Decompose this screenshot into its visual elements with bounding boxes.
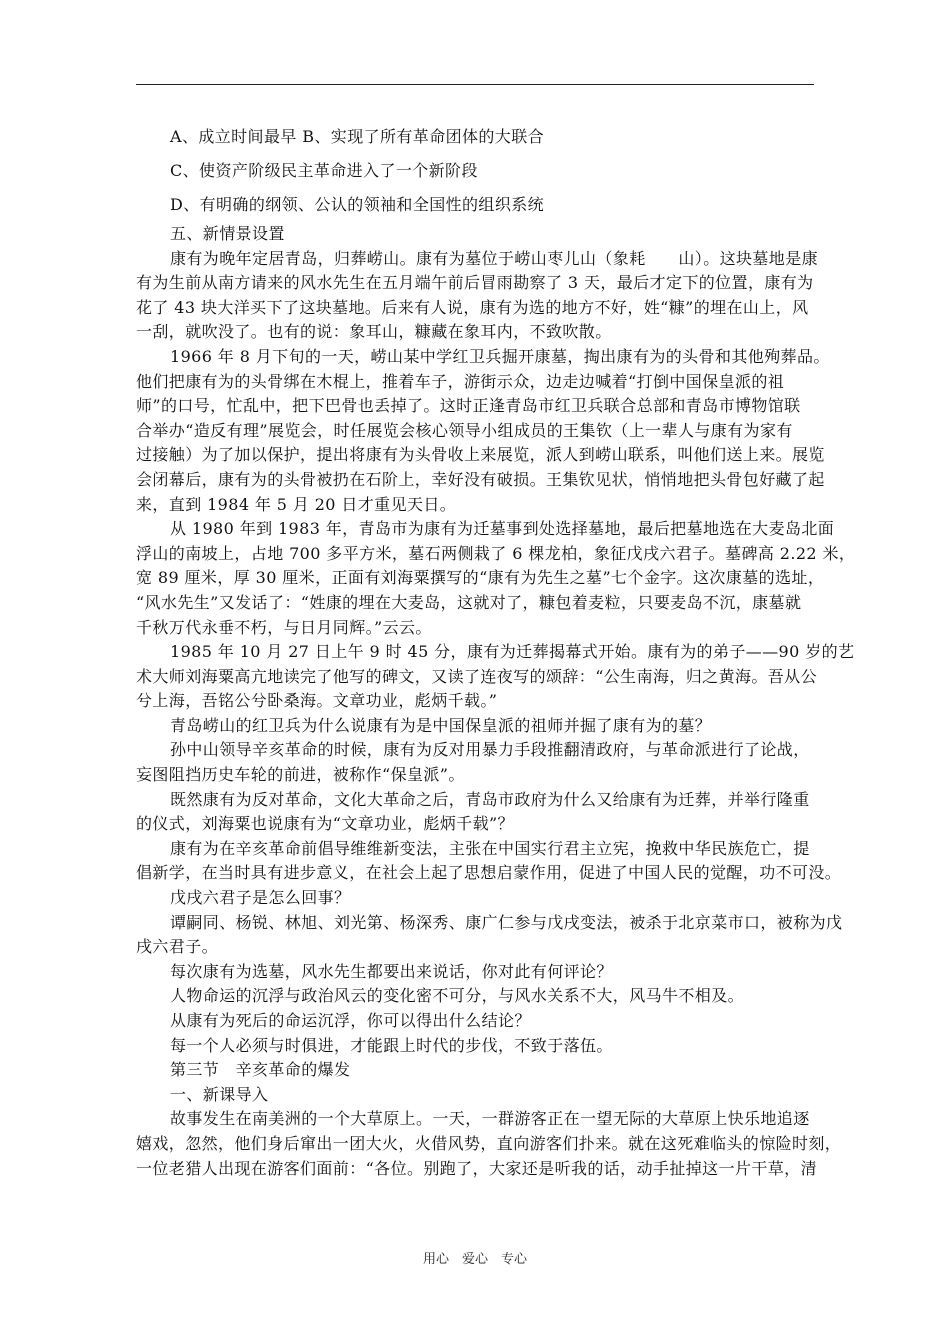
answer-option: A、成立时间最早 B、实现了所有革命团体的大联合 [170,127,544,146]
body-paragraphs [136,222,856,1181]
text-line: 从 1980 年到 1983 年，青岛市为康有为迁墓事到处选择墓地，最后把墓地选在大麦岛北面 [170,519,835,539]
answer-options [136,120,816,222]
text-line: 一刮，就吹没了。也有的说：象耳山，糠藏在象耳内，不致吹散。 [136,322,612,342]
answer-option: C、使资产阶级民主革命进入了一个新阶段 [170,161,478,180]
text-line: 1966 年 8 月下旬的一天，崂山某中学红卫兵掘开康墓，掏出康有为的头骨和其他殉葬品。 [170,346,830,366]
text-line: 人物命运的沉浮与政治风云的变化密不可分，与风水关系不大，风马牛不相及。 [170,986,745,1006]
text-line: 康有为在辛亥革命前倡导维维新变法，主张在中国实行君主立宪，挽救中华民族危亡，提 [170,838,810,858]
text-line: “风水先生”又发话了：“姓康的埋在大麦岛，这就对了，糠包着麦粒，只要麦岛不沉，康墓就 [136,592,802,612]
text-line: 有为生前从南方请来的风水先生在五月端午前后冒雨勘察了 3 天，最后才定下的位置，康有为 [136,273,814,293]
text-line: 一、新课导入 [170,1084,269,1104]
text-line: 从康有为死后的命运沉浮，你可以得出什么结论？ [170,1011,531,1030]
text-line: 第三节 辛亥革命的爆发 [170,1060,351,1080]
text-line: 谭嗣同、杨锐、林旭、刘光第、杨深秀、康广仁参与戊戌变法，被杀于北京菜市口，被称为戊 [170,912,843,932]
text-line: 故事发生在南美洲的一个大草原上。一天，一群游客正在一望无际的大草原上快乐地追逐 [170,1109,810,1129]
text-line: 来，直到 1984 年 5 月 20 日才重见天日。 [136,494,457,514]
text-line: 宽 89 厘米，厚 30 厘米，正面有刘海粟撰写的“康有为先生之墓”七个金字。这次康墓的选址， [136,568,825,588]
text-line: 合举办“造反有理”展览会，时任展览会核心领导小组成员的王集钦（上一辈人与康有为家有 [136,420,793,440]
document-body [136,120,856,1181]
text-line: 每次康有为选墓，风水先生都要出来说话，你对此有何评论？ [170,961,613,981]
text-line: 1985 年 10 月 27 日上午 9 时 45 分，康有为迁葬揭幕式开始。康有为的弟子——90 岁的艺 [170,642,855,662]
text-line: 妄图阻挡历史车轮的前进，被称作“保皇派”。 [136,765,465,785]
text-line: 一位老猎人出现在游客们面前：“各位。别跑了，大家还是听我的话，动手扯掉这一片干草，清 [136,1158,817,1178]
text-line: 会闭幕后，康有为的头骨被扔在石阶上，幸好没有破损。王集钦见状，悄悄地把头骨包好藏了起 [136,469,825,489]
header-rule [136,84,814,85]
text-line: 千秋万代永垂不朽，与日月同辉。”云云。 [136,617,432,637]
text-line: 戊戌六君子是怎么回事？ [170,888,351,908]
text-line: 孙中山领导辛亥革命的时候，康有为反对用暴力手段推翻清政府，与革命派进行了论战， [170,740,810,760]
text-line: 既然康有为反对革命，文化大革命之后，青岛市政府为什么又给康有为迁葬，并举行隆重 [170,789,810,809]
text-line: 兮上海，吾铭公兮卧桑海。文章功业，彪炳千载。” [136,691,498,711]
text-line: 的仪式，刘海粟也说康有为“文章功业，彪炳千载”？ [136,814,514,834]
text-line: 每一个人必须与时俱进，才能跟上时代的步伐，不致于落伍。 [170,1035,613,1055]
text-line: 过接触）为了加以保护，提出将康有为头骨收上来展览，派人到崂山联系，叫他们送上来。展览 [136,445,825,465]
text-line: 术大师刘海粟高亢地读完了他写的碑文，又读了连夜写的颂辞：“公生南海，归之黄海。吾从公 [136,666,817,686]
text-line: 他们把康有为的头骨绑在木棍上，推着车子，游街示众，边走边喊着“打倒中国保皇派的祖 [136,371,785,391]
text-line: 青岛崂山的红卫兵为什么说康有为是中国保皇派的祖师并掘了康有为的墓？ [170,715,712,735]
answer-option: D、有明确的纲领、公认的领袖和全国性的组织系统 [170,195,545,214]
text-line: 花了 43 块大洋买下了这块墓地。后来有人说，康有为选的地方不好，姓“糠”的埋在山上，风 [136,297,809,317]
text-line: 浮山的南坡上，占地 700 多平方米，墓石两侧栽了 6 棵龙柏，象征戊戌六君子。墓碑高 2.22 米， [136,543,856,563]
text-line: 倡新学，在当时具有进步意义，在社会上起了思想启蒙作用，促进了中国人民的觉醒，功不可没。 [136,863,842,883]
text-line: 师”的口号，忙乱中，把下巴骨也丢掉了。这时正逢青岛市红卫兵联合总部和青岛市博物馆联 [136,396,801,416]
text-line: 康有为晚年定居青岛，归葬崂山。康有为墓位于崂山枣儿山（象耗 山）。这块墓地是康 [170,248,819,268]
text-line: 嬉戏，忽然，他们身后窜出一团大火，火借风势，直向游客们扑来。就在这死难临头的惊险时刻， [136,1133,842,1153]
page-footer: 用心 爱心 专心 [422,1252,527,1267]
text-line: 戌六君子。 [136,937,219,957]
text-line: 五、新情景设置 [170,224,285,243]
